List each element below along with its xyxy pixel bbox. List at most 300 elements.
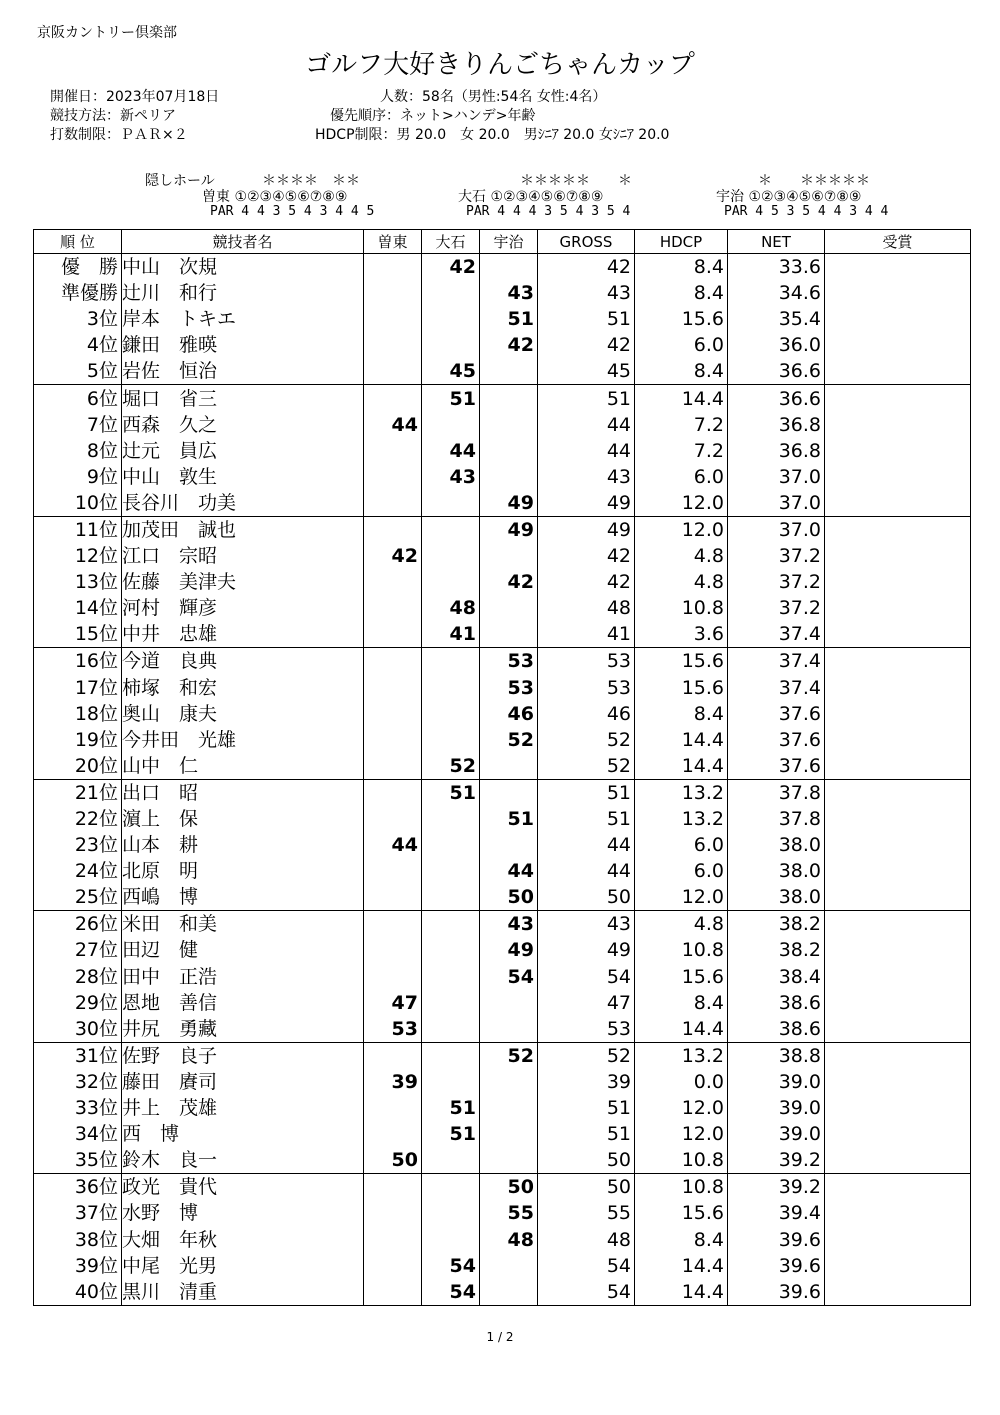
gross-score: 54: [538, 964, 635, 990]
col-course-3: 宇治: [480, 230, 538, 254]
course-3-score: 55: [480, 1200, 538, 1226]
table-row: [34, 701, 971, 727]
player-name: 北原 明: [122, 858, 364, 884]
course-3-score: 52: [480, 727, 538, 753]
hdcp-value: 12.0: [635, 884, 728, 911]
course-2-score: [422, 1069, 480, 1095]
hdcp-value: 10.8: [635, 1174, 728, 1201]
course-1-score: [364, 675, 422, 701]
player-name: 辻元 員広: [122, 438, 364, 464]
rank-cell: 6位: [34, 385, 122, 412]
rank-cell: 39位: [34, 1253, 122, 1279]
net-score: 37.2: [728, 595, 825, 621]
table-row: [34, 1147, 971, 1174]
course-2-score: [422, 412, 480, 438]
net-score: 38.2: [728, 937, 825, 963]
club-name: 京阪カントリー倶楽部: [37, 25, 177, 41]
course-3-score: 48: [480, 1226, 538, 1252]
player-name: 井上 茂雄: [122, 1095, 364, 1121]
net-score: 34.6: [728, 280, 825, 306]
course-2-stars: ＊＊＊＊＊ ＊: [520, 173, 632, 189]
course-1-score: 39: [364, 1069, 422, 1095]
hdcp-value: 3.6: [635, 621, 728, 648]
hdcp-value: 10.8: [635, 595, 728, 621]
table-row: [34, 621, 971, 648]
rank-cell: 3位: [34, 306, 122, 332]
table-row: [34, 306, 971, 332]
player-name: 山中 仁: [122, 753, 364, 780]
gross-score: 49: [538, 516, 635, 543]
col-course-1: 曽東: [364, 230, 422, 254]
award-cell: [825, 911, 971, 938]
player-name: 鈴木 良一: [122, 1147, 364, 1174]
rank-cell: 28位: [34, 964, 122, 990]
net-score: 36.6: [728, 385, 825, 412]
gross-score: 49: [538, 490, 635, 517]
course-3-stars: ＊ ＊＊＊＊＊: [758, 173, 870, 189]
table-row: [34, 280, 971, 306]
course-2-score: [422, 937, 480, 963]
player-name: 岩佐 恒治: [122, 358, 364, 385]
col-award: 受賞: [825, 230, 971, 254]
course-3-score: [480, 438, 538, 464]
gross-score: 54: [538, 1279, 635, 1306]
net-score: 39.4: [728, 1200, 825, 1226]
hdcp-value: 14.4: [635, 753, 728, 780]
award-cell: [825, 516, 971, 543]
table-row: [34, 490, 971, 517]
award-cell: [825, 1016, 971, 1043]
player-name: 今井田 光雄: [122, 727, 364, 753]
player-name: 辻川 和行: [122, 280, 364, 306]
net-score: 33.6: [728, 254, 825, 281]
rank-cell: 18位: [34, 701, 122, 727]
hdcp-value: 6.0: [635, 858, 728, 884]
rank-cell: 40位: [34, 1279, 122, 1306]
gross-score: 43: [538, 280, 635, 306]
hdcp-value: 8.4: [635, 254, 728, 281]
net-score: 38.0: [728, 832, 825, 858]
gross-score: 44: [538, 412, 635, 438]
award-cell: [825, 701, 971, 727]
hdcp-value: 7.2: [635, 438, 728, 464]
net-score: 37.0: [728, 464, 825, 490]
player-name: 奥山 康夫: [122, 701, 364, 727]
net-score: 39.0: [728, 1121, 825, 1147]
rank-cell: 31位: [34, 1042, 122, 1069]
course-2-score: [422, 806, 480, 832]
course-1-score: [364, 490, 422, 517]
award-cell: [825, 990, 971, 1016]
award-cell: [825, 306, 971, 332]
course-1-score: 44: [364, 832, 422, 858]
table-row: [34, 543, 971, 569]
course-1-par: PAR 4 4 3 5 4 3 4 4 5: [210, 204, 375, 219]
net-score: 37.8: [728, 806, 825, 832]
course-3-score: [480, 1121, 538, 1147]
award-cell: [825, 621, 971, 648]
course-1-score: [364, 464, 422, 490]
hdcp-value: 15.6: [635, 964, 728, 990]
course-2-score: [422, 884, 480, 911]
net-score: 39.0: [728, 1069, 825, 1095]
table-row: [34, 1200, 971, 1226]
table-header-row: [34, 230, 971, 254]
table-row: [34, 1095, 971, 1121]
rank-cell: 4位: [34, 332, 122, 358]
rank-cell: 21位: [34, 779, 122, 806]
award-cell: [825, 358, 971, 385]
table-row: [34, 332, 971, 358]
hdcp-value: 13.2: [635, 1042, 728, 1069]
course-2-score: [422, 990, 480, 1016]
award-cell: [825, 727, 971, 753]
hdcp-value: 8.4: [635, 701, 728, 727]
rank-cell: 7位: [34, 412, 122, 438]
course-2-score: [422, 306, 480, 332]
course-3-score: [480, 779, 538, 806]
player-name: 西 博: [122, 1121, 364, 1147]
rank-cell: 5位: [34, 358, 122, 385]
award-cell: [825, 438, 971, 464]
hdcp-limit: HDCP制限：男 20.0 女 20.0 男ｼﾆｱ 20.0 女ｼﾆｱ 20.0: [315, 127, 670, 143]
gross-score: 53: [538, 675, 635, 701]
course-3-par: PAR 4 5 3 5 4 4 3 4 4: [724, 204, 889, 219]
award-cell: [825, 490, 971, 517]
player-name: 中尾 光男: [122, 1253, 364, 1279]
course-3-score: 46: [480, 701, 538, 727]
course-2-score: 43: [422, 464, 480, 490]
table-row: [34, 884, 971, 911]
award-cell: [825, 884, 971, 911]
gross-score: 51: [538, 306, 635, 332]
course-1-score: [364, 701, 422, 727]
table-row: [34, 385, 971, 412]
gross-score: 42: [538, 254, 635, 281]
table-row: [34, 937, 971, 963]
course-1-score: [364, 937, 422, 963]
course-2-score: 48: [422, 595, 480, 621]
award-cell: [825, 1226, 971, 1252]
hdcp-value: 15.6: [635, 1200, 728, 1226]
course-2-score: [422, 648, 480, 675]
course-2-score: 54: [422, 1253, 480, 1279]
hdcp-value: 14.4: [635, 1279, 728, 1306]
gross-score: 42: [538, 543, 635, 569]
gross-score: 48: [538, 595, 635, 621]
course-3-score: [480, 621, 538, 648]
net-score: 37.8: [728, 779, 825, 806]
course-3-score: [480, 832, 538, 858]
course-1-score: [364, 280, 422, 306]
course-3-score: [480, 543, 538, 569]
rank-cell: 26位: [34, 911, 122, 938]
player-name: 藤田 賡司: [122, 1069, 364, 1095]
table-row: [34, 438, 971, 464]
hdcp-value: 12.0: [635, 516, 728, 543]
course-3-score: 51: [480, 306, 538, 332]
course-1-score: [364, 884, 422, 911]
hdcp-value: 10.8: [635, 937, 728, 963]
course-3-score: 54: [480, 964, 538, 990]
course-2-score: [422, 543, 480, 569]
player-name: 田辺 健: [122, 937, 364, 963]
award-cell: [825, 595, 971, 621]
net-score: 37.4: [728, 648, 825, 675]
course-2-score: [422, 1016, 480, 1043]
award-cell: [825, 464, 971, 490]
net-score: 38.8: [728, 1042, 825, 1069]
course-2-score: [422, 1042, 480, 1069]
course-1-score: 42: [364, 543, 422, 569]
page-number: 1 / 2: [486, 1330, 514, 1344]
course-3-score: 51: [480, 806, 538, 832]
gross-score: 39: [538, 1069, 635, 1095]
net-score: 37.0: [728, 516, 825, 543]
award-cell: [825, 753, 971, 780]
award-cell: [825, 648, 971, 675]
course-3-score: 42: [480, 569, 538, 595]
course-1-score: [364, 595, 422, 621]
net-score: 37.6: [728, 727, 825, 753]
gross-score: 44: [538, 438, 635, 464]
rank-cell: 準優勝: [34, 280, 122, 306]
player-name: 中山 次規: [122, 254, 364, 281]
course-1-score: [364, 1200, 422, 1226]
course-3-score: [480, 1147, 538, 1174]
course-1-score: [364, 648, 422, 675]
net-score: 38.6: [728, 1016, 825, 1043]
player-name: 出口 昭: [122, 779, 364, 806]
award-cell: [825, 1121, 971, 1147]
course-2-score: 52: [422, 753, 480, 780]
table-row: [34, 1253, 971, 1279]
course-2-score: [422, 701, 480, 727]
course-2-par: PAR 4 4 4 3 5 4 3 5 4: [466, 204, 631, 219]
table-row: [34, 1121, 971, 1147]
course-3-score: [480, 595, 538, 621]
stroke-limit: 打数制限：ＰＡＲ×２: [50, 127, 188, 143]
rank-cell: 8位: [34, 438, 122, 464]
gross-score: 41: [538, 621, 635, 648]
course-2-score: [422, 727, 480, 753]
hdcp-value: 8.4: [635, 358, 728, 385]
award-cell: [825, 254, 971, 281]
rank-cell: 29位: [34, 990, 122, 1016]
player-name: 水野 博: [122, 1200, 364, 1226]
net-score: 37.6: [728, 701, 825, 727]
net-score: 39.6: [728, 1279, 825, 1306]
course-3-score: [480, 1095, 538, 1121]
hdcp-value: 14.4: [635, 1253, 728, 1279]
table-row: [34, 964, 971, 990]
rank-cell: 19位: [34, 727, 122, 753]
course-3-score: 50: [480, 884, 538, 911]
gross-score: 44: [538, 858, 635, 884]
rank-cell: 15位: [34, 621, 122, 648]
course-3-score: [480, 358, 538, 385]
player-name: 岸本 トキエ: [122, 306, 364, 332]
course-1-score: [364, 358, 422, 385]
course-3-score: 53: [480, 675, 538, 701]
course-1-score: [364, 1279, 422, 1306]
net-score: 39.6: [728, 1226, 825, 1252]
award-cell: [825, 332, 971, 358]
award-cell: [825, 675, 971, 701]
player-name: 山本 耕: [122, 832, 364, 858]
gross-score: 49: [538, 937, 635, 963]
course-1-score: [364, 1042, 422, 1069]
course-3-score: 42: [480, 332, 538, 358]
course-3-score: [480, 385, 538, 412]
gross-score: 50: [538, 1147, 635, 1174]
priority-order: 優先順序：ネット>ハンデ>年齢: [330, 108, 536, 124]
course-3-score: [480, 464, 538, 490]
course-2-holes: 大石 ①②③④⑤⑥⑦⑧⑨: [458, 189, 604, 205]
hdcp-value: 10.8: [635, 1147, 728, 1174]
net-score: 36.8: [728, 412, 825, 438]
award-cell: [825, 1200, 971, 1226]
col-hdcp: HDCP: [635, 230, 728, 254]
net-score: 38.2: [728, 911, 825, 938]
award-cell: [825, 412, 971, 438]
course-3-score: 43: [480, 280, 538, 306]
course-2-score: 51: [422, 1095, 480, 1121]
player-name: 西嶋 博: [122, 884, 364, 911]
net-score: 35.4: [728, 306, 825, 332]
player-name: 中山 敦生: [122, 464, 364, 490]
course-3-score: 50: [480, 1174, 538, 1201]
course-1-score: [364, 306, 422, 332]
course-2-score: [422, 516, 480, 543]
gross-score: 50: [538, 1174, 635, 1201]
course-1-score: [364, 621, 422, 648]
award-cell: [825, 1279, 971, 1306]
table-row: [34, 569, 971, 595]
col-net: NET: [728, 230, 825, 254]
player-name: 河村 輝彦: [122, 595, 364, 621]
rank-cell: 9位: [34, 464, 122, 490]
gross-score: 52: [538, 753, 635, 780]
table-row: [34, 990, 971, 1016]
gross-score: 51: [538, 779, 635, 806]
col-rank: 順 位: [34, 230, 122, 254]
net-score: 37.0: [728, 490, 825, 517]
table-row: [34, 675, 971, 701]
net-score: 39.6: [728, 1253, 825, 1279]
course-3-score: 49: [480, 937, 538, 963]
course-1-score: [364, 332, 422, 358]
course-2-score: [422, 964, 480, 990]
hdcp-value: 15.6: [635, 306, 728, 332]
table-row: [34, 648, 971, 675]
hdcp-value: 12.0: [635, 490, 728, 517]
table-row: [34, 1226, 971, 1252]
hdcp-value: 14.4: [635, 385, 728, 412]
gross-score: 51: [538, 1121, 635, 1147]
rank-cell: 36位: [34, 1174, 122, 1201]
course-2-score: [422, 1200, 480, 1226]
course-2-score: [422, 569, 480, 595]
course-3-score: [480, 1253, 538, 1279]
rank-cell: 優 勝: [34, 254, 122, 281]
table-row: [34, 1174, 971, 1201]
player-name: 佐野 良子: [122, 1042, 364, 1069]
course-3-score: 43: [480, 911, 538, 938]
net-score: 39.2: [728, 1147, 825, 1174]
hdcp-value: 15.6: [635, 675, 728, 701]
hdcp-value: 12.0: [635, 1121, 728, 1147]
rank-cell: 37位: [34, 1200, 122, 1226]
course-2-score: 54: [422, 1279, 480, 1306]
course-1-score: [364, 254, 422, 281]
net-score: 38.0: [728, 884, 825, 911]
course-3-score: 52: [480, 1042, 538, 1069]
award-cell: [825, 569, 971, 595]
course-1-score: 50: [364, 1147, 422, 1174]
gross-score: 44: [538, 832, 635, 858]
course-2-score: 44: [422, 438, 480, 464]
net-score: 36.6: [728, 358, 825, 385]
net-score: 36.8: [728, 438, 825, 464]
col-player: 競技者名: [122, 230, 364, 254]
course-1-score: [364, 753, 422, 780]
hdcp-value: 8.4: [635, 280, 728, 306]
course-3-score: [480, 990, 538, 1016]
hdcp-value: 8.4: [635, 1226, 728, 1252]
player-name: 今道 良典: [122, 648, 364, 675]
course-2-score: [422, 858, 480, 884]
table-row: [34, 779, 971, 806]
net-score: 39.0: [728, 1095, 825, 1121]
player-count: 人数：58名（男性:54名 女性:4名）: [380, 89, 607, 105]
rank-cell: 12位: [34, 543, 122, 569]
player-name: 濵上 保: [122, 806, 364, 832]
gross-score: 54: [538, 1253, 635, 1279]
gross-score: 42: [538, 569, 635, 595]
page-title: ゴルフ大好きりんごちゃんカップ: [305, 50, 695, 80]
award-cell: [825, 1095, 971, 1121]
course-1-score: [364, 569, 422, 595]
table-row: [34, 727, 971, 753]
gross-score: 51: [538, 806, 635, 832]
award-cell: [825, 1174, 971, 1201]
rank-cell: 14位: [34, 595, 122, 621]
gross-score: 47: [538, 990, 635, 1016]
table-row: [34, 832, 971, 858]
hdcp-value: 14.4: [635, 1016, 728, 1043]
course-2-score: 51: [422, 385, 480, 412]
course-1-score: [364, 858, 422, 884]
rank-cell: 10位: [34, 490, 122, 517]
gross-score: 42: [538, 332, 635, 358]
player-name: 黒川 清重: [122, 1279, 364, 1306]
gross-score: 51: [538, 1095, 635, 1121]
course-1-score: [364, 385, 422, 412]
rank-cell: 33位: [34, 1095, 122, 1121]
award-cell: [825, 543, 971, 569]
award-cell: [825, 937, 971, 963]
player-name: 井尻 勇藏: [122, 1016, 364, 1043]
gross-score: 51: [538, 385, 635, 412]
course-1-score: [364, 964, 422, 990]
rank-cell: 25位: [34, 884, 122, 911]
course-3-score: [480, 1016, 538, 1043]
award-cell: [825, 1253, 971, 1279]
hdcp-value: 4.8: [635, 543, 728, 569]
table-row: [34, 858, 971, 884]
course-2-score: [422, 1174, 480, 1201]
